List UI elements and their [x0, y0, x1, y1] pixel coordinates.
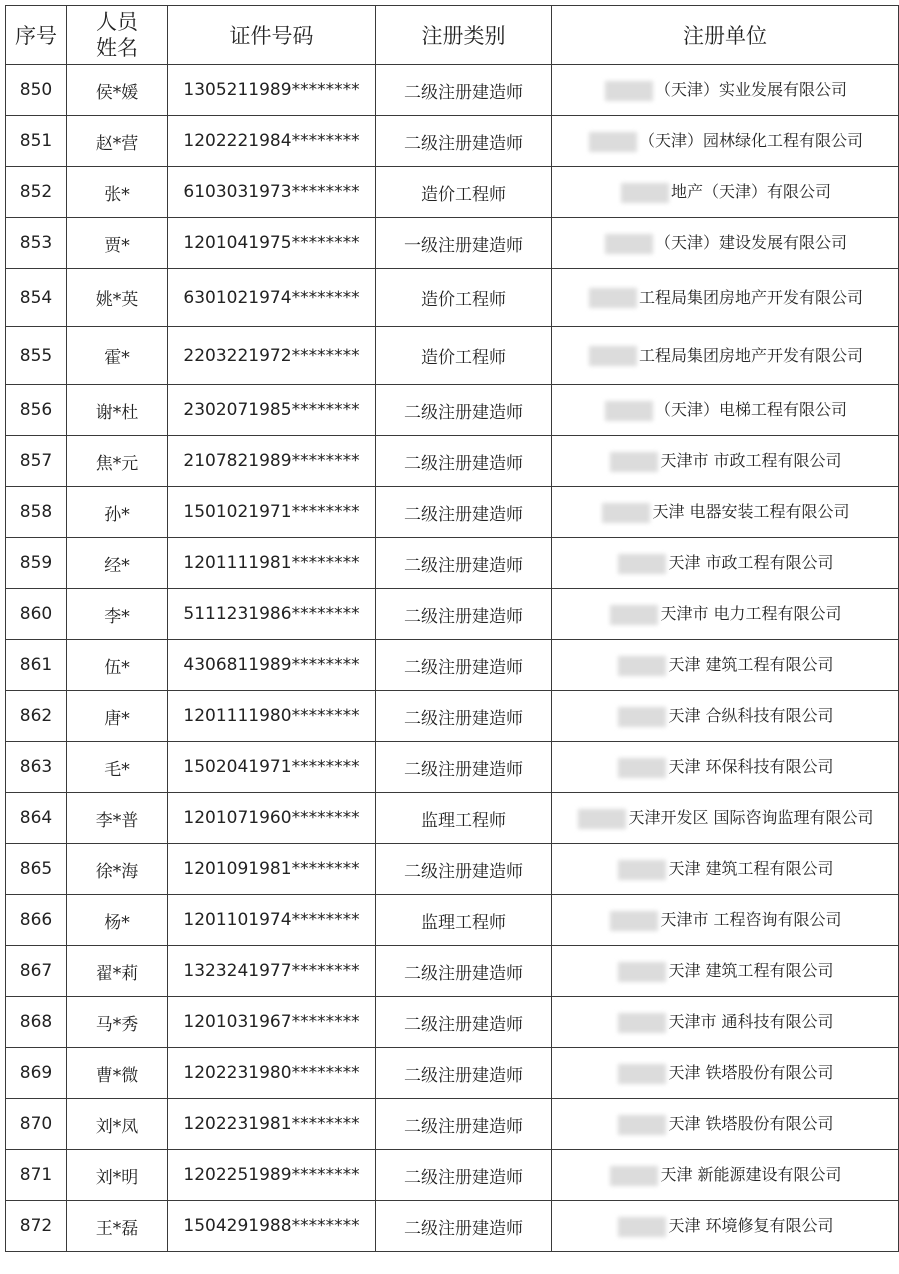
registration-category-cell: 二级注册建造师: [376, 589, 552, 640]
person-name-cell: 刘*凤: [67, 1099, 168, 1150]
redaction-blur: [618, 1115, 666, 1135]
person-name-cell: 赵*营: [67, 116, 168, 167]
id-number-cell: 1305211989********: [168, 65, 376, 116]
person-name-cell: 伍*: [67, 640, 168, 691]
registration-category-cell: 二级注册建造师: [376, 487, 552, 538]
registration-unit-text: 工程局集团房地产开发有限公司: [638, 287, 863, 307]
table-row: [6, 436, 899, 487]
person-name-cell: 霍*: [67, 327, 168, 385]
registration-unit-cell: [552, 116, 899, 167]
registration-unit-cell: [552, 1150, 899, 1201]
redaction-blur: [610, 1166, 658, 1186]
id-number-cell: 1202231980********: [168, 1048, 376, 1099]
serial-no-cell: 864: [6, 793, 67, 844]
header-person-name: [67, 6, 168, 65]
registration-unit-cell: [552, 844, 899, 895]
serial-no-cell: 854: [6, 269, 67, 327]
serial-no-cell: 858: [6, 487, 67, 538]
serial-no-cell: 867: [6, 946, 67, 997]
registration-unit-cell: [552, 997, 899, 1048]
serial-no-cell: 860: [6, 589, 67, 640]
serial-no-cell: 871: [6, 1150, 67, 1201]
registration-unit-text: 天津市 工程咨询有限公司: [660, 910, 842, 929]
redaction-blur: [610, 605, 658, 625]
registration-unit-text: 天津 环保科技有限公司: [668, 757, 834, 776]
redaction-blur: [589, 346, 637, 366]
id-number-cell: 1201071960********: [168, 793, 376, 844]
redaction-blur: [605, 401, 653, 421]
redaction-blur: [618, 1217, 666, 1237]
registration-unit-text: 天津市 电力工程有限公司: [660, 604, 842, 623]
redaction-blur: [618, 656, 666, 676]
registration-unit-text: 天津 合纵科技有限公司: [668, 706, 834, 725]
registration-unit-cell: [552, 385, 899, 436]
table-body: [6, 65, 899, 1252]
table-row: [6, 167, 899, 218]
registration-unit-text: 天津 铁塔股份有限公司: [668, 1114, 834, 1133]
person-name-cell: 杨*: [67, 895, 168, 946]
table-header: [6, 6, 899, 65]
serial-no-cell: 863: [6, 742, 67, 793]
registration-category-cell: 二级注册建造师: [376, 997, 552, 1048]
registration-unit-cell: [552, 946, 899, 997]
person-name-cell: 侯*媛: [67, 65, 168, 116]
registration-category-cell: 二级注册建造师: [376, 436, 552, 487]
table-row: [6, 218, 899, 269]
id-number-cell: 1201031967********: [168, 997, 376, 1048]
registration-unit-text: （天津）园林绿化工程有限公司: [638, 131, 863, 150]
registration-category-cell: 造价工程师: [376, 327, 552, 385]
person-name-cell: 刘*明: [67, 1150, 168, 1201]
table-row: [6, 327, 899, 385]
registration-unit-cell: [552, 487, 899, 538]
serial-no-cell: 861: [6, 640, 67, 691]
person-name-cell: 李*普: [67, 793, 168, 844]
id-number-cell: 1201101974********: [168, 895, 376, 946]
registration-category-cell: 二级注册建造师: [376, 1201, 552, 1252]
person-name-cell: 李*: [67, 589, 168, 640]
registration-unit-text: 天津市 通科技有限公司: [668, 1012, 834, 1031]
id-number-cell: 1504291988********: [168, 1201, 376, 1252]
registration-category-cell: 二级注册建造师: [376, 691, 552, 742]
person-name-cell: 翟*莉: [67, 946, 168, 997]
registration-unit-text: 天津 新能源建设有限公司: [660, 1165, 842, 1184]
person-name-cell: 毛*: [67, 742, 168, 793]
id-number-cell: 6301021974********: [168, 269, 376, 327]
person-name-cell: 徐*海: [67, 844, 168, 895]
registration-unit-cell: [552, 742, 899, 793]
redaction-blur: [605, 234, 653, 254]
registration-category-cell: 造价工程师: [376, 167, 552, 218]
table-row: [6, 691, 899, 742]
registration-unit-cell: [552, 691, 899, 742]
redaction-blur: [610, 452, 658, 472]
redaction-blur: [578, 809, 626, 829]
registration-category-cell: 二级注册建造师: [376, 1150, 552, 1201]
registration-unit-cell: [552, 167, 899, 218]
person-name-cell: 经*: [67, 538, 168, 589]
table-row: [6, 895, 899, 946]
id-number-cell: 1201111980********: [168, 691, 376, 742]
serial-no-cell: 862: [6, 691, 67, 742]
registration-unit-cell: [552, 1048, 899, 1099]
id-number-cell: 4306811989********: [168, 640, 376, 691]
redaction-blur: [589, 132, 637, 152]
table-row: [6, 269, 899, 327]
id-number-cell: 5111231986********: [168, 589, 376, 640]
redaction-blur: [602, 503, 650, 523]
person-name-cell: 曹*微: [67, 1048, 168, 1099]
redaction-blur: [618, 554, 666, 574]
table-row: [6, 116, 899, 167]
person-name-cell: 唐*: [67, 691, 168, 742]
serial-no-cell: 859: [6, 538, 67, 589]
registration-table: [5, 5, 899, 1252]
registration-unit-cell: [552, 327, 899, 385]
registration-unit-text: 天津 建筑工程有限公司: [668, 961, 834, 980]
table-row: [6, 1150, 899, 1201]
table-row: [6, 1048, 899, 1099]
table-row: [6, 946, 899, 997]
redaction-blur: [610, 911, 658, 931]
table-row: [6, 793, 899, 844]
table-row: [6, 742, 899, 793]
table-row: [6, 1099, 899, 1150]
serial-no-cell: 852: [6, 167, 67, 218]
table-row: [6, 997, 899, 1048]
id-number-cell: 1502041971********: [168, 742, 376, 793]
redaction-blur: [605, 81, 653, 101]
registration-category-cell: 造价工程师: [376, 269, 552, 327]
id-number-cell: 6103031973********: [168, 167, 376, 218]
table-row: [6, 640, 899, 691]
registration-unit-text: 天津 建筑工程有限公司: [668, 655, 834, 674]
serial-no-cell: 853: [6, 218, 67, 269]
registration-category-cell: 一级注册建造师: [376, 218, 552, 269]
redaction-blur: [618, 1064, 666, 1084]
registration-unit-text: 地产（天津）有限公司: [670, 182, 831, 201]
registration-unit-cell: [552, 1099, 899, 1150]
registration-category-cell: 监理工程师: [376, 895, 552, 946]
person-name-cell: 谢*杜: [67, 385, 168, 436]
serial-no-cell: 857: [6, 436, 67, 487]
serial-no-cell: 851: [6, 116, 67, 167]
registration-category-cell: 二级注册建造师: [376, 742, 552, 793]
registration-unit-cell: [552, 65, 899, 116]
serial-no-cell: 869: [6, 1048, 67, 1099]
id-number-cell: 1202221984********: [168, 116, 376, 167]
redaction-blur: [618, 1013, 666, 1033]
registration-unit-cell: [552, 538, 899, 589]
serial-no-cell: 868: [6, 997, 67, 1048]
id-number-cell: 1202231981********: [168, 1099, 376, 1150]
registration-unit-text: 天津 电器安装工程有限公司: [652, 502, 850, 521]
table-row: [6, 487, 899, 538]
table-row: [6, 538, 899, 589]
table-row: [6, 844, 899, 895]
id-number-cell: 1501021971********: [168, 487, 376, 538]
registration-unit-cell: [552, 436, 899, 487]
registration-unit-cell: [552, 793, 899, 844]
redaction-blur: [618, 962, 666, 982]
person-name-cell: 马*秀: [67, 997, 168, 1048]
registration-unit-cell: [552, 640, 899, 691]
redaction-blur: [589, 288, 637, 308]
registration-unit-text: （天津）电梯工程有限公司: [654, 400, 847, 419]
header-id-number: 证件号码: [168, 6, 376, 65]
registration-category-cell: 二级注册建造师: [376, 538, 552, 589]
serial-no-cell: 855: [6, 327, 67, 385]
registration-unit-text: 天津 建筑工程有限公司: [668, 859, 834, 878]
registration-unit-text: 天津市 市政工程有限公司: [660, 451, 842, 470]
registration-unit-cell: [552, 589, 899, 640]
id-number-cell: 1202251989********: [168, 1150, 376, 1201]
serial-no-cell: 865: [6, 844, 67, 895]
person-name-cell: 王*磊: [67, 1201, 168, 1252]
id-number-cell: 2107821989********: [168, 436, 376, 487]
header-person-name-text: 人员姓名: [96, 10, 138, 60]
registration-category-cell: 二级注册建造师: [376, 116, 552, 167]
registration-category-cell: 二级注册建造师: [376, 946, 552, 997]
header-registration-unit: 注册单位: [552, 6, 899, 65]
redaction-blur: [618, 758, 666, 778]
table-row: [6, 589, 899, 640]
person-name-cell: 张*: [67, 167, 168, 218]
registration-category-cell: 二级注册建造师: [376, 640, 552, 691]
redaction-blur: [618, 707, 666, 727]
table-row: [6, 65, 899, 116]
serial-no-cell: 870: [6, 1099, 67, 1150]
person-name-cell: 焦*元: [67, 436, 168, 487]
header-serial-no: 序号: [6, 6, 67, 65]
registration-unit-cell: [552, 218, 899, 269]
person-name-cell: 孙*: [67, 487, 168, 538]
registration-unit-text: 工程局集团房地产开发有限公司: [638, 345, 863, 365]
id-number-cell: 1323241977********: [168, 946, 376, 997]
registration-unit-text: （天津）建设发展有限公司: [654, 233, 847, 252]
redaction-blur: [621, 183, 669, 203]
registration-category-cell: 二级注册建造师: [376, 1099, 552, 1150]
registration-unit-text: 天津开发区 国际咨询监理有限公司: [628, 808, 874, 827]
serial-no-cell: 856: [6, 385, 67, 436]
table-row: [6, 1201, 899, 1252]
registration-unit-cell: [552, 895, 899, 946]
registration-unit-text: （天津）实业发展有限公司: [654, 80, 847, 99]
registration-category-cell: 二级注册建造师: [376, 385, 552, 436]
id-number-cell: 1201041975********: [168, 218, 376, 269]
header-registration-category: 注册类别: [376, 6, 552, 65]
registration-unit-text: 天津 铁塔股份有限公司: [668, 1063, 834, 1082]
registration-category-cell: 二级注册建造师: [376, 844, 552, 895]
registration-category-cell: 监理工程师: [376, 793, 552, 844]
registration-unit-text: 天津 环境修复有限公司: [668, 1216, 834, 1235]
id-number-cell: 2302071985********: [168, 385, 376, 436]
registration-category-cell: 二级注册建造师: [376, 65, 552, 116]
redaction-blur: [618, 860, 666, 880]
person-name-cell: 姚*英: [67, 269, 168, 327]
id-number-cell: 1201091981********: [168, 844, 376, 895]
person-name-cell: 贾*: [67, 218, 168, 269]
id-number-cell: 1201111981********: [168, 538, 376, 589]
registration-unit-text: 天津 市政工程有限公司: [668, 553, 834, 572]
serial-no-cell: 872: [6, 1201, 67, 1252]
table-row: [6, 385, 899, 436]
serial-no-cell: 866: [6, 895, 67, 946]
registration-category-cell: 二级注册建造师: [376, 1048, 552, 1099]
id-number-cell: 2203221972********: [168, 327, 376, 385]
registration-unit-cell: [552, 1201, 899, 1252]
registration-unit-cell: [552, 269, 899, 327]
serial-no-cell: 850: [6, 65, 67, 116]
